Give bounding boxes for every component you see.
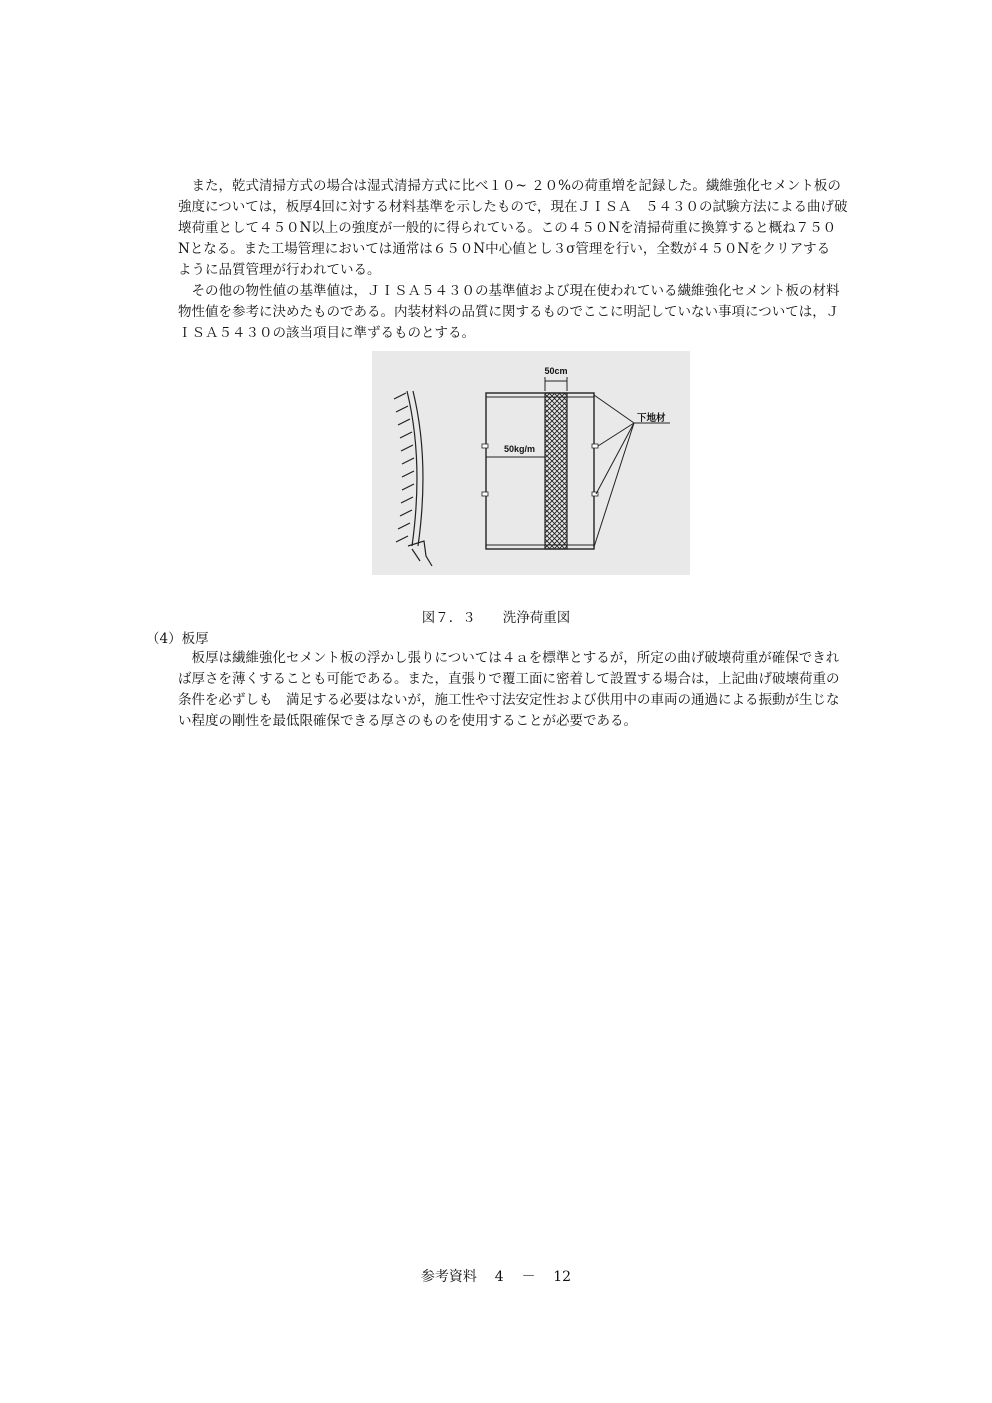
text-line: また，乾式清掃方式の場合は湿式清掃方式に比べ１０~ ２０%の荷重増を記録した。繊維強化セメント板の: [178, 178, 841, 194]
text-line: 物性値を参考に決めたものである。内装材料の品質に関するものでここに明記していない事項については，Ｊ: [178, 304, 840, 320]
footer-page-number: 12: [553, 1269, 572, 1285]
paragraph-cleaning-load: [178, 176, 908, 281]
lining-panel: [482, 393, 598, 549]
washing-load-diagram: [372, 351, 690, 575]
text-line: い程度の剛性を最低限確保できる厚さのものを使用することが必要である。: [178, 713, 637, 729]
text-line: 壊荷重として４５０N以上の強度が一般的に得られている。この４５０Nを清掃荷重に換算すると概ね７５０: [178, 220, 837, 236]
text-line: ように品質管理が行われている。: [178, 262, 381, 278]
footer-label: 参考資料: [420, 1269, 477, 1285]
base-material-label: 下地材: [637, 413, 666, 424]
text-line: ＩＳＡ５４３０の該当項目に準ずるものとする。: [178, 325, 475, 341]
footer-chapter: 4: [494, 1269, 504, 1285]
text-line: 板厚は繊維強化セメント板の浮かし張りについては４ａを標準とするが，所定の曲げ破壊荷重が確保できれ: [178, 650, 840, 666]
text-line: Nとなる。また工場管理においては通常は６５０N中心値とし３σ管理を行い，全数が４５０Nをクリアする: [178, 241, 831, 257]
load-label: 50kg/m: [504, 444, 536, 454]
load-annotation: [486, 444, 545, 457]
washing-load-figure: [372, 351, 690, 575]
paragraph-board-thickness: [178, 648, 908, 732]
width-label: 50cm: [544, 366, 568, 376]
figure-caption: 図７．３ 洗浄荷重図: [421, 610, 571, 626]
text-line: その他の物性値の基準値は，ＪＩＳＡ５４３０の基準値および現在使われている繊維強化セメント板の材料: [178, 283, 840, 299]
page-footer: [0, 1266, 992, 1286]
width-dimension: [544, 366, 567, 391]
text-line: ば厚さを薄くすることも可能である。また，直張りで覆工面に密着して設置する場合は，上記曲げ破壊荷重の: [178, 671, 840, 687]
text-line: 条件を必ずしも 満足する必要はないが，施工性や寸法安定性および供用中の車両の通過による振動が生じな: [178, 692, 840, 708]
paragraph-material-properties: [178, 281, 908, 344]
tunnel-section-sketch: [394, 391, 432, 566]
footer-dash: －: [521, 1269, 536, 1285]
text-line: 強度については，板厚4回に対する材料基準を示したもので，現在ＪＩＳＡ ５４３０の試験方法による曲げ破: [178, 199, 848, 215]
section-heading: （4）板厚: [146, 631, 209, 647]
